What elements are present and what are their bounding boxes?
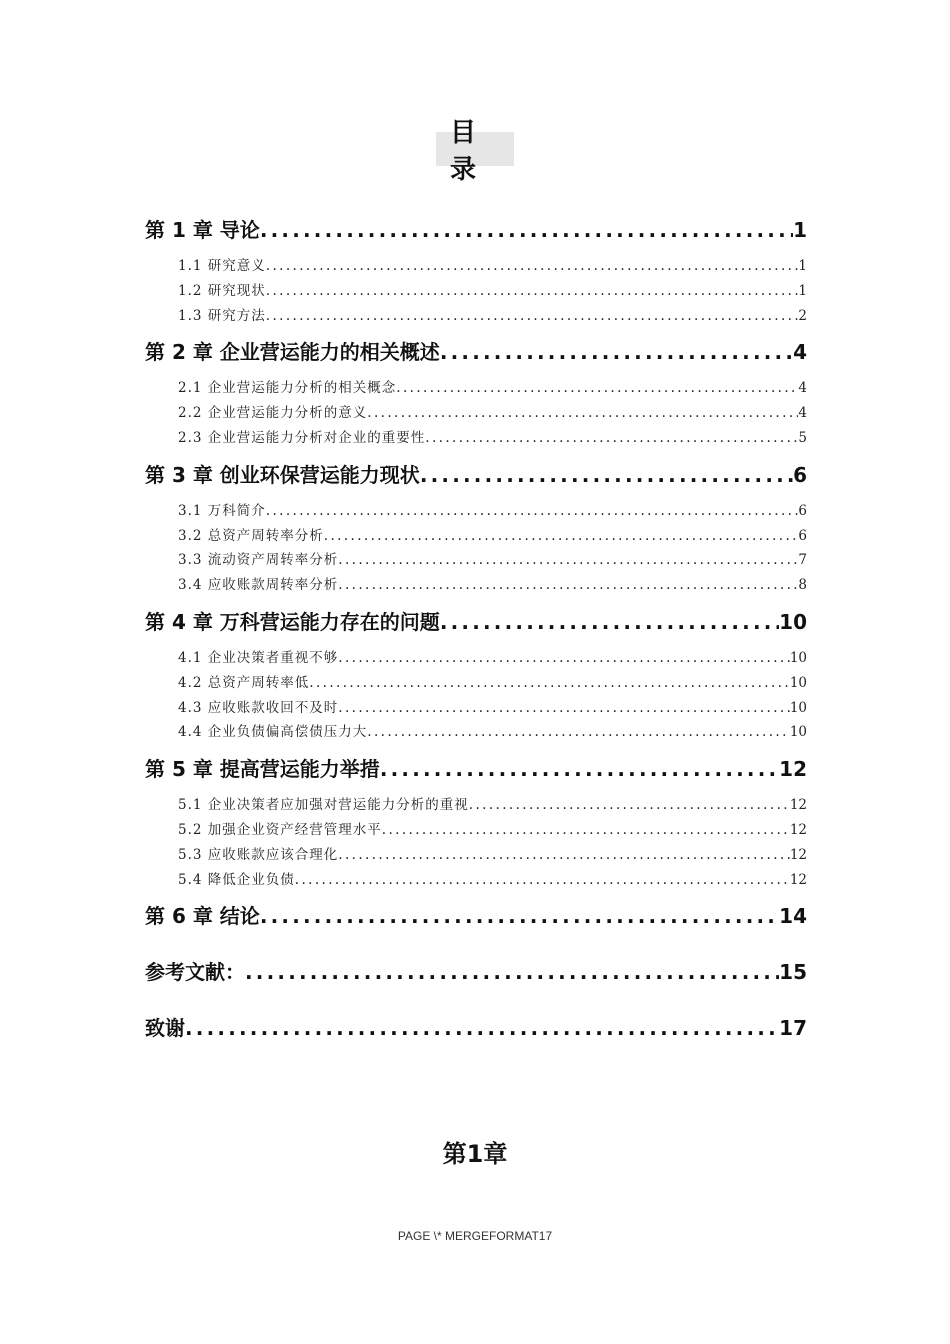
toc-section-entry[interactable] — [145, 499, 807, 524]
dot-leader — [380, 751, 779, 787]
toc-section-entry-label: 1.1 研究意义 — [178, 258, 266, 274]
dot-leader — [245, 954, 779, 990]
toc-section-entry-page-number: 12 — [789, 846, 807, 863]
toc-title: 目 录 — [436, 132, 514, 166]
dot-leader — [309, 671, 790, 696]
toc-section-entry-label: 1.3 研究方法 — [178, 307, 266, 324]
toc-section-entry-page-number: 10 — [789, 699, 807, 716]
toc-section-entry-page-number: 1 — [798, 282, 807, 299]
toc-section-entry[interactable] — [145, 843, 807, 868]
toc-section-entry[interactable] — [145, 818, 807, 843]
toc-chapter-entry-label: 第 6 章 结论 — [145, 904, 260, 929]
toc-chapter-entry-label: 第 2 章 企业营运能力的相关概述 — [145, 340, 440, 365]
dot-leader — [260, 212, 793, 248]
toc-section-entry-label: 4.1 企业决策者重视不够 — [178, 649, 339, 666]
toc-back-matter-entry-label: 致谢 — [145, 1016, 185, 1041]
toc-section-entry-page-number: 12 — [789, 821, 807, 838]
toc-chapter-entry[interactable] — [145, 457, 807, 493]
toc-chapter-entry[interactable] — [145, 334, 807, 370]
toc-section-entry-page-number: 6 — [798, 502, 807, 519]
toc-section-entry[interactable] — [145, 720, 807, 745]
dot-leader — [396, 376, 798, 401]
toc-chapter-entry-page-number: 6 — [793, 462, 807, 487]
toc-section-entry[interactable] — [145, 524, 807, 549]
toc-section-entry-label: 4.2 总资产周转率低 — [178, 674, 310, 691]
dot-leader — [338, 573, 798, 598]
dot-leader — [367, 401, 798, 426]
toc-chapter-entry[interactable] — [145, 604, 807, 640]
toc-section-entry-page-number: 12 — [789, 797, 807, 814]
toc-chapter-entry-page-number: 1 — [793, 218, 807, 242]
toc-section-entry-page-number: 7 — [798, 552, 807, 569]
toc-back-matter-entry-label: 参考文献： — [145, 960, 245, 985]
toc-section-entry-page-number: 8 — [798, 577, 807, 594]
toc-section-entry[interactable] — [145, 376, 807, 401]
toc-section-entry-page-number: 5 — [798, 429, 807, 446]
toc-section-entry[interactable] — [145, 548, 807, 573]
dot-leader — [440, 334, 793, 370]
dot-leader — [324, 524, 799, 549]
toc-section-entry-label: 5.3 应收账款应该合理化 — [178, 846, 339, 863]
toc-section-entry-page-number: 10 — [789, 674, 807, 691]
toc-chapter-entry-page-number: 10 — [779, 609, 807, 634]
toc-section-entry[interactable] — [145, 868, 807, 893]
toc-chapter-entry[interactable] — [145, 898, 807, 934]
toc-section-entry-page-number: 4 — [798, 405, 807, 422]
toc-section-entry[interactable] — [145, 279, 807, 304]
toc-chapter-entry[interactable] — [145, 751, 807, 787]
toc-section-entry-label: 4.3 应收账款收回不及时 — [178, 699, 339, 716]
toc-section-entry-label: 1.2 研究现状 — [178, 282, 266, 299]
dot-leader — [266, 499, 799, 524]
dot-leader — [367, 720, 790, 745]
toc-section-entry-label: 2.3 企业营运能力分析对企业的重要性 — [178, 429, 426, 446]
dot-leader — [185, 1010, 779, 1046]
toc-chapter-entry-page-number: 12 — [779, 757, 807, 782]
dot-leader — [260, 898, 779, 934]
toc-section-entry-page-number: 10 — [789, 649, 807, 666]
dot-leader — [425, 426, 798, 451]
dot-leader — [266, 254, 799, 279]
dot-leader — [469, 793, 790, 818]
toc-section-entry-label: 4.4 企业负债偏高偿债压力大 — [178, 724, 368, 741]
dot-leader — [266, 279, 799, 304]
toc-section-entry-label: 3.4 应收账款周转率分析 — [178, 577, 339, 594]
toc-section-entry-page-number: 12 — [789, 871, 807, 888]
chapter-heading: 第1章 — [442, 1140, 508, 1168]
dot-leader — [440, 604, 779, 640]
toc-section-entry-label: 5.1 企业决策者应加强对营运能力分析的重视 — [178, 797, 469, 814]
toc-back-matter-entry-page-number: 15 — [779, 960, 807, 985]
toc-chapter-entry-page-number: 14 — [779, 904, 807, 929]
dot-leader — [338, 548, 798, 573]
toc-section-entry-label: 3.3 流动资产周转率分析 — [178, 552, 339, 569]
dot-leader — [266, 304, 799, 329]
toc-section-entry-page-number: 2 — [798, 307, 807, 324]
dot-leader — [382, 818, 790, 843]
toc-section-entry-page-number: 6 — [798, 527, 807, 544]
dot-leader — [338, 843, 790, 868]
toc-chapter-entry-label: 第 5 章 提高营运能力举措 — [145, 757, 380, 782]
dot-leader — [338, 696, 790, 721]
toc-chapter-entry-label: 第 3 章 创业环保营运能力现状 — [145, 462, 420, 487]
dot-leader — [420, 457, 793, 493]
toc-back-matter-entry[interactable] — [145, 954, 807, 990]
toc-section-entry-label: 3.1 万科简介 — [178, 502, 266, 519]
toc-section-entry-label: 2.2 企业营运能力分析的意义 — [178, 405, 368, 422]
toc-section-entry-page-number: 1 — [798, 258, 807, 274]
toc-chapter-entry[interactable] — [145, 212, 807, 248]
toc-section-entry-page-number: 10 — [789, 724, 807, 741]
toc-section-entry-label: 3.2 总资产周转率分析 — [178, 527, 324, 544]
toc-section-entry[interactable] — [145, 304, 807, 329]
toc-section-entry-label: 5.2 加强企业资产经营管理水平 — [178, 821, 382, 838]
dot-leader — [295, 868, 790, 893]
toc-section-entry[interactable] — [145, 671, 807, 696]
toc-section-entry[interactable] — [145, 793, 807, 818]
page-footer-field: PAGE \* MERGEFORMAT17 — [397, 1229, 553, 1243]
toc-section-entry[interactable] — [145, 696, 807, 721]
toc-back-matter-entry[interactable] — [145, 1010, 807, 1046]
table-of-contents — [145, 212, 807, 1066]
toc-section-entry-label: 5.4 降低企业负债 — [178, 871, 295, 888]
toc-back-matter-entry-page-number: 17 — [779, 1016, 807, 1041]
toc-section-entry[interactable] — [145, 573, 807, 598]
toc-section-entry[interactable] — [145, 401, 807, 426]
toc-section-entry-page-number: 4 — [798, 380, 807, 397]
toc-section-entry-label: 2.1 企业营运能力分析的相关概念 — [178, 380, 397, 397]
toc-section-entry[interactable] — [145, 646, 807, 671]
toc-section-entry[interactable] — [145, 254, 807, 279]
toc-chapter-entry-page-number: 4 — [793, 340, 807, 365]
toc-section-entry[interactable] — [145, 426, 807, 451]
toc-chapter-entry-label: 第 1 章 导论 — [145, 218, 260, 242]
toc-chapter-entry-label: 第 4 章 万科营运能力存在的问题 — [145, 609, 440, 634]
dot-leader — [338, 646, 790, 671]
